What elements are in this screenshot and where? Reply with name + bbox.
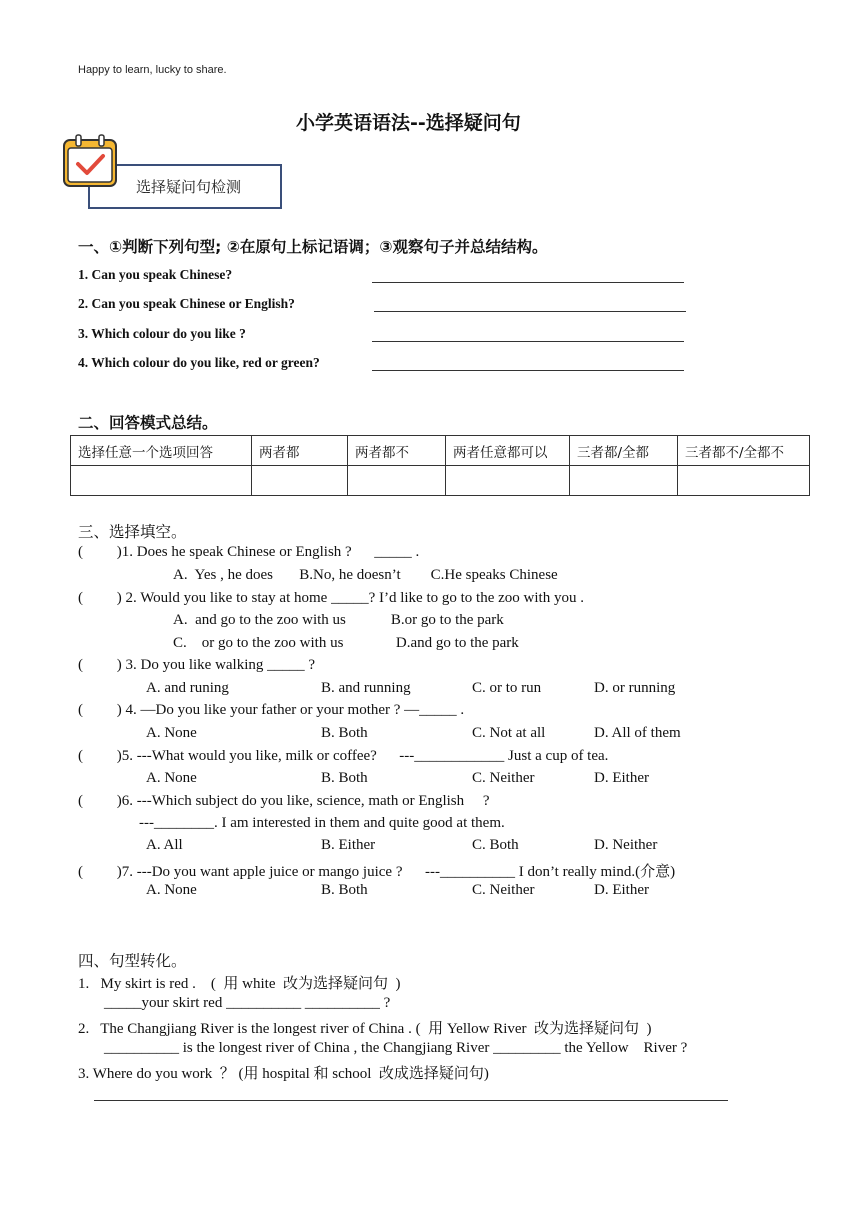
mc-q2-options-cd: C. or go to the zoo with us D.and go to the park (173, 635, 519, 651)
table-header-cell: 选择任意一个选项回答 (71, 436, 252, 466)
mc-option: D. Neither (594, 837, 658, 853)
table-header-cell: 三者都不/全都不 (678, 436, 810, 466)
mc-option: A. and runing (146, 680, 229, 696)
transform-item-2: 2. The Changjiang River is the longest river of China . ( 用 Yellow River 改为选择疑问句 ) (78, 1021, 652, 1037)
mc-option: A. None (146, 770, 197, 786)
transform-item-1-answer: _____your skirt red __________ __________ ? (104, 995, 391, 1011)
s1-answer-line-2[interactable] (374, 311, 686, 312)
mc-option: D. All of them (594, 725, 681, 741)
table-answer-cell[interactable] (678, 466, 810, 496)
table-header-cell: 两者都不 (348, 436, 446, 466)
mc-option: D. Either (594, 882, 649, 898)
table-row (71, 466, 810, 496)
mc-q1-options: A. Yes , he does B.No, he doesn’t C.He speaks Chinese (173, 567, 558, 583)
s1-answer-line-1[interactable] (372, 282, 684, 283)
mc-q2-options-ab: A. and go to the zoo with us B.or go to the park (173, 612, 504, 628)
s1-question-4: 4. Which colour do you like, red or green? (78, 355, 320, 370)
section4-heading: 四、句型转化。 (78, 952, 187, 970)
s1-question-1: 1. Can you speak Chinese? (78, 267, 233, 282)
mc-option: B. Both (321, 770, 368, 786)
transform-item-1: 1. My skirt is red . ( 用 white 改为选择疑问句 ) (78, 976, 401, 992)
mc-question-6: ( )6. ---Which subject do you like, science, math or English ? (78, 793, 490, 809)
badge-label: 选择疑问句检测 (136, 178, 242, 196)
s1-answer-line-4[interactable] (372, 370, 684, 371)
table-header-cell: 两者任意都可以 (446, 436, 570, 466)
mc-option: C. Both (472, 837, 519, 853)
mc-option: D. or running (594, 680, 676, 696)
answer-mode-table (70, 435, 810, 496)
table-answer-cell[interactable] (348, 466, 446, 496)
transform-item-3-answer-line[interactable] (94, 1100, 728, 1101)
mc-question-7: ( )7. ---Do you want apple juice or mango juice ? ---__________ I don’t really mind.(介意) (78, 864, 676, 880)
mc-option: B. Both (321, 882, 368, 898)
mc-option: C. Not at all (472, 725, 546, 741)
mc-option: B. Either (321, 837, 376, 853)
transform-item-2-answer: __________ is the longest river of China , the Changjiang River _________ the Yellow River ? (104, 1040, 688, 1056)
mc-question-4: ( ) 4. —Do you like your father or your mother ? —_____ . (78, 702, 465, 718)
mc-q6-response: ---________. I am interested in them and quite good at them. (139, 815, 505, 831)
mc-question-1: ( )1. Does he speak Chinese or English ? _____ . (78, 544, 420, 560)
mc-option: A. All (146, 837, 183, 853)
section3-heading: 三、选择填空。 (78, 523, 187, 541)
transform-item-3: 3. Where do you work ？ (用 hospital 和 school 改成选择疑问句) (78, 1066, 489, 1082)
table-header-cell: 三者都/全都 (570, 436, 678, 466)
table-answer-cell[interactable] (446, 466, 570, 496)
table-header-cell: 两者都 (252, 436, 348, 466)
table-answer-cell[interactable] (252, 466, 348, 496)
table-header-row (71, 436, 810, 466)
mc-option: C. or to run (472, 680, 542, 696)
s1-answer-line-3[interactable] (372, 341, 684, 342)
s1-question-3: 3. Which colour do you like ? (78, 326, 246, 341)
calendar-check-icon (62, 134, 118, 188)
mc-option: A. None (146, 725, 197, 741)
mc-question-3: ( ) 3. Do you like walking _____ ? (78, 657, 316, 673)
mc-option: C. Neither (472, 882, 535, 898)
mc-option: B. and running (321, 680, 411, 696)
mc-option: A. None (146, 882, 197, 898)
page-header: Happy to learn, lucky to share. (78, 64, 227, 76)
s1-question-2: 2. Can you speak Chinese or English? (78, 296, 295, 311)
mc-option: C. Neither (472, 770, 535, 786)
section2-heading: 二、回答模式总结。 (78, 414, 218, 432)
mc-option: B. Both (321, 725, 368, 741)
page-title: 小学英语语法--选择疑问句 (296, 112, 521, 134)
mc-option: D. Either (594, 770, 649, 786)
table-answer-cell[interactable] (71, 466, 252, 496)
mc-question-2: ( ) 2. Would you like to stay at home _____? I’d like to go to the zoo with you . (78, 590, 584, 606)
mc-question-5: ( )5. ---What would you like, milk or coffee? ---____________ Just a cup of tea. (78, 748, 609, 764)
table-answer-cell[interactable] (570, 466, 678, 496)
section1-heading: 一、①判断下列句型; ②在原句上标记语调；③观察句子并总结结构。 (78, 238, 548, 256)
